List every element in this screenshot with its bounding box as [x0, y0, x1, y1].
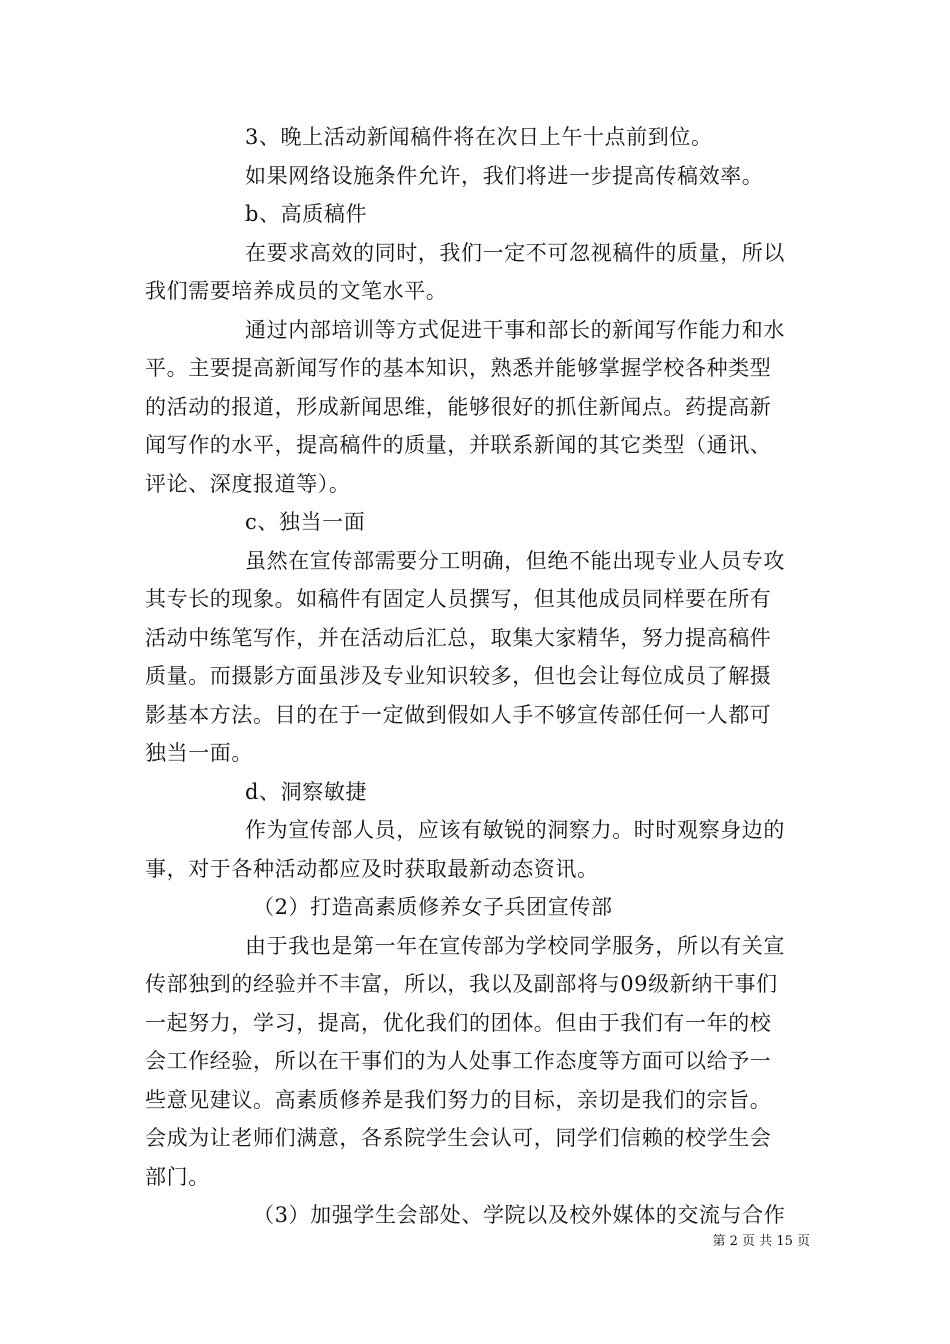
text-line: 质量。而摄影方面虽涉及专业知识较多，但也会让每位成员了解摄: [145, 664, 772, 688]
text-line: 平。主要提高新闻写作的基本知识，熟悉并能够掌握学校各种类型: [145, 356, 772, 380]
document-body: [145, 118, 810, 1235]
page-number-footer: 第 2 页 共 15 页: [712, 1234, 810, 1249]
text-line: 一起努力，学习，提高，优化我们的团体。但由于我们有一年的校: [145, 1010, 772, 1035]
text-line: 3、晚上活动新闻稿件将在次日上午十点前到位。: [245, 125, 713, 149]
text-line: 我们需要培养成员的文笔水平。: [145, 279, 448, 303]
section-heading-2: （2）打造高素质修养女子兵团宣传部: [253, 895, 613, 919]
text-line: 会工作经验，所以在干事们的为人处事工作态度等方面可以给予一: [145, 1049, 772, 1073]
text-line: 传部独到的经验并不丰富，所以，我以及副部将与09级新纳干事们: [145, 972, 778, 996]
text-line: 活动中练笔写作，并在活动后汇总，取集大家精华，努力提高稿件: [145, 625, 772, 650]
text-line: 会成为让老师们满意，各系院学生会认可，同学们信赖的校学生会: [145, 1126, 772, 1150]
section-heading-b: b、高质稿件: [245, 202, 368, 226]
section-heading-3: （3）加强学生会部处、学院以及校外媒体的交流与合作: [253, 1203, 786, 1227]
text-line: 如果网络设施条件允许，我们将进一步提高传稿效率。: [245, 163, 764, 188]
text-line: 由于我也是第一年在宣传部为学校同学服务，所以有关宣: [245, 933, 785, 958]
text-line: 事，对于各种活动都应及时获取最新动态资讯。: [145, 856, 599, 881]
text-line: 其专长的现象。如稿件有固定人员撰写，但其他成员同样要在所有: [145, 587, 772, 611]
text-line: 部门。: [145, 1164, 210, 1189]
text-line: 作为宣传部人员，应该有敏锐的洞察力。时时观察身边的: [245, 818, 785, 842]
section-heading-d: d、洞察敏捷: [245, 779, 368, 804]
section-heading-c: c、独当一面: [245, 510, 366, 534]
text-line: 独当一面。: [145, 741, 253, 765]
text-line: 在要求高效的同时，我们一定不可忽视稿件的质量，所以: [245, 240, 785, 265]
text-line: 些意见建议。高素质修养是我们努力的目标，亲切是我们的宗旨。: [145, 1087, 772, 1112]
text-line: 评论、深度报道等）。: [145, 471, 351, 496]
text-line: 影基本方法。目的在于一定做到假如人手不够宣传部任何一人都可: [145, 702, 772, 727]
text-line: 通过内部培训等方式促进干事和部长的新闻写作能力和水: [245, 317, 785, 342]
text-line: 虽然在宣传部需要分工明确，但绝不能出现专业人员专攻: [245, 548, 785, 573]
text-line: 闻写作的水平，提高稿件的质量，并联系新闻的其它类型（通讯、: [145, 433, 772, 457]
text-line: 的活动的报道，形成新闻思维，能够很好的抓住新闻点。药提高新: [145, 394, 772, 419]
